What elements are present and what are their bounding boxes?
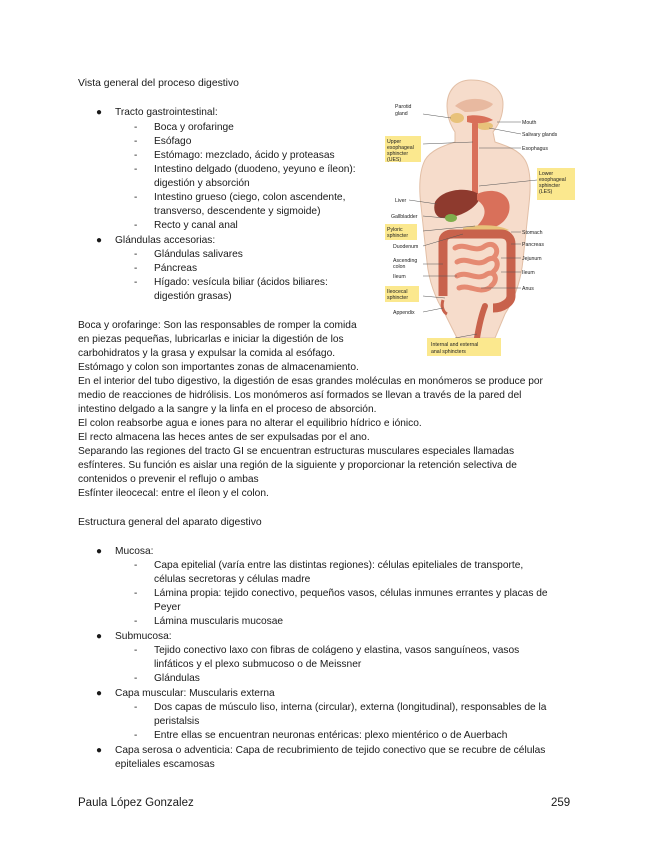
dash-marker: -: [134, 645, 138, 656]
bullet-dot: ●: [96, 631, 103, 642]
label-parotid-gland-2: gland: [395, 111, 408, 117]
paragraph-line: Esfínter ileocecal: entre el íleon y el colon.: [78, 488, 269, 499]
paragraph-line: El recto almacena las heces antes de ser expulsadas por el ano.: [78, 432, 370, 443]
dash-marker: -: [134, 136, 138, 147]
dash-marker: -: [134, 702, 138, 713]
label-ues-2: esophageal: [387, 145, 414, 151]
label-pancreas: Pancreas: [522, 242, 544, 248]
bullet-submucosa: Submucosa:: [115, 631, 172, 642]
gi-item: Esófago: [154, 136, 192, 147]
submucosa-sub: Glándulas: [154, 673, 200, 684]
dash-marker: -: [134, 588, 138, 599]
paragraph-line: intestino delgado a la sangre y la linfa en el proceso de absorción.: [78, 404, 377, 415]
label-les-4: (LES): [539, 189, 553, 195]
paragraph-line: El colon reabsorbe agua e iones para no alterar el equilibrio hídrico e iónico.: [78, 418, 422, 429]
label-stomach: Stomach: [522, 230, 543, 236]
gallbladder: [445, 214, 457, 222]
gi-item: Estómago: mezclado, ácido y proteasas: [154, 150, 335, 161]
paragraph-line: carbohidratos y la grasa y expulsar la comida al esófago.: [78, 348, 336, 359]
muscular-sub-cont: peristalsis: [154, 716, 200, 727]
bullet-dot: ●: [96, 235, 103, 246]
dash-marker: -: [134, 150, 138, 161]
bullet-gi-tract: Tracto gastrointestinal:: [115, 107, 218, 118]
label-ascending-colon-2: colon: [393, 264, 406, 270]
label-pyloric-2: sphincter: [387, 233, 409, 239]
bullet-muscular: Capa muscular: Muscularis externa: [115, 688, 275, 699]
gland-item-cont: digestión grasas): [154, 291, 232, 302]
label-ileocecal: Ileocecal: [387, 289, 408, 295]
label-anal-sphincters-2: anal sphincters: [431, 349, 466, 355]
muscular-sub: Dos capas de músculo liso, interna (circular), externa (longitudinal), responsables de la: [154, 702, 547, 713]
section-heading-overview: Vista general del proceso digestivo: [78, 78, 239, 89]
label-ileocecal-2: sphincter: [387, 295, 409, 301]
label-mouth: Mouth: [522, 120, 537, 126]
dash-marker: -: [134, 192, 138, 203]
mucosa-sub: Lámina propia: tejido conectivo, pequeños vasos, células inmunes errantes y placas de: [154, 588, 548, 599]
dash-marker: -: [134, 560, 138, 571]
label-les-3: sphincter: [539, 183, 561, 189]
bullet-dot: ●: [96, 107, 103, 118]
label-liver: Liver: [395, 198, 407, 204]
mucosa-sub-cont: Peyer: [154, 602, 181, 613]
label-esophagus: Esophagus: [522, 146, 548, 152]
gland-item: Páncreas: [154, 263, 198, 274]
label-parotid-gland: Parotid: [395, 104, 412, 110]
submucosa-sub: Tejido conectivo laxo con fibras de colágeno y elastina, vasos sanguíneos, vasos: [154, 645, 520, 656]
bullet-dot: ●: [96, 745, 103, 756]
paragraph-line: Boca y orofaringe: Son las responsables de romper la comida: [78, 320, 357, 331]
dash-marker: -: [134, 616, 138, 627]
paragraph-line: medio de reacciones de hidrólisis. Los monómeros así formados se llevan a través de la pared del: [78, 390, 522, 401]
label-appendix: Appendix: [393, 310, 415, 316]
mucosa-sub: Capa epitelial (varía entre las distintas regiones): células epiteliales de transporte,: [154, 560, 524, 571]
paragraph-line: esfínteres. Su función es aislar una región de la siguiente y proporcionar la retención selectiva de: [78, 460, 517, 471]
footer-author: Paula López Gonzalez: [78, 797, 194, 809]
paragraph-line: Estómago y colon son importantes zonas de almacenamiento.: [78, 362, 359, 373]
submucosa-sub-cont: linfáticos y el plexo submucoso o de Meissner: [154, 659, 362, 670]
gland-item: Glándulas salivares: [154, 249, 243, 260]
label-ues: Upper: [387, 139, 402, 145]
label-ues-4: (UES): [387, 157, 402, 163]
dash-marker: -: [134, 730, 138, 741]
gi-item-cont: digestión y absorción: [154, 178, 250, 189]
label-les-2: esophageal: [539, 177, 566, 183]
label-ileum-right: Ileum: [522, 270, 535, 276]
gi-item: Boca y orofaringe: [154, 122, 234, 133]
bullet-serosa-cont: epiteliales escamosas: [115, 759, 215, 770]
muscular-sub: Entre ellas se encuentran neuronas entéricas: plexo mientérico o de Auerbach: [154, 730, 508, 741]
section-heading-structure: Estructura general del aparato digestivo: [78, 517, 262, 528]
gland-item: Hígado: vesícula biliar (ácidos biliares:: [154, 277, 328, 288]
bullet-mucosa: Mucosa:: [115, 546, 154, 557]
bullet-dot: ●: [96, 546, 103, 557]
label-anal-sphincters: Internal and external: [431, 342, 479, 348]
paragraph-line: Separando las regiones del tracto GI se encuentran estructuras musculares especiales llamadas: [78, 446, 515, 457]
digestive-system-figure: [385, 76, 575, 362]
mucosa-sub: Lámina muscularis mucosae: [154, 616, 284, 627]
footer-page-number: 259: [551, 797, 571, 809]
bullet-serosa: Capa serosa o adventicia: Capa de recubrimiento de tejido conectivo que se recubre de células: [115, 745, 546, 756]
bullet-dot: ●: [96, 688, 103, 699]
dash-marker: -: [134, 263, 138, 274]
gi-item: Recto y canal anal: [154, 220, 238, 231]
paragraph-line: en piezas pequeñas, lubricarlas e iniciar la digestión de los: [78, 334, 344, 345]
label-duodenum: Duodenum: [393, 244, 419, 250]
dash-marker: -: [134, 673, 138, 684]
parotid-gland: [450, 113, 464, 123]
gi-item: Intestino grueso (ciego, colon ascendente,: [154, 192, 346, 203]
label-jejunum: Jejunum: [522, 256, 542, 262]
label-ileum-left: Ileum: [393, 274, 406, 280]
dash-marker: -: [134, 220, 138, 231]
label-les: Lower: [539, 171, 554, 177]
paragraph-line: contenidos o prevenir el reflujo o ambas: [78, 474, 259, 485]
dash-marker: -: [134, 249, 138, 260]
label-salivary-glands: Salivary glands: [522, 132, 558, 138]
label-anus: Anus: [522, 286, 534, 292]
gi-item-cont: transverso, descendente y sigmoide): [154, 206, 321, 217]
mucosa-sub-cont: células secretoras y células madre: [154, 574, 311, 585]
dash-marker: -: [134, 277, 138, 288]
label-ues-3: sphincter: [387, 151, 409, 157]
gi-item: Intestino delgado (duodeno, yeyuno e íleon):: [154, 164, 356, 175]
label-ascending-colon: Ascending: [393, 258, 418, 264]
label-gallbladder: Gallbladder: [391, 214, 418, 220]
label-pyloric: Pyloric: [387, 227, 403, 233]
dash-marker: -: [134, 122, 138, 133]
bullet-accessory-glands: Glándulas accesorias:: [115, 235, 216, 246]
dash-marker: -: [134, 164, 138, 175]
paragraph-line: En el interior del tubo digestivo, la digestión de esas grandes moléculas en monómeros se produce por: [78, 376, 543, 387]
